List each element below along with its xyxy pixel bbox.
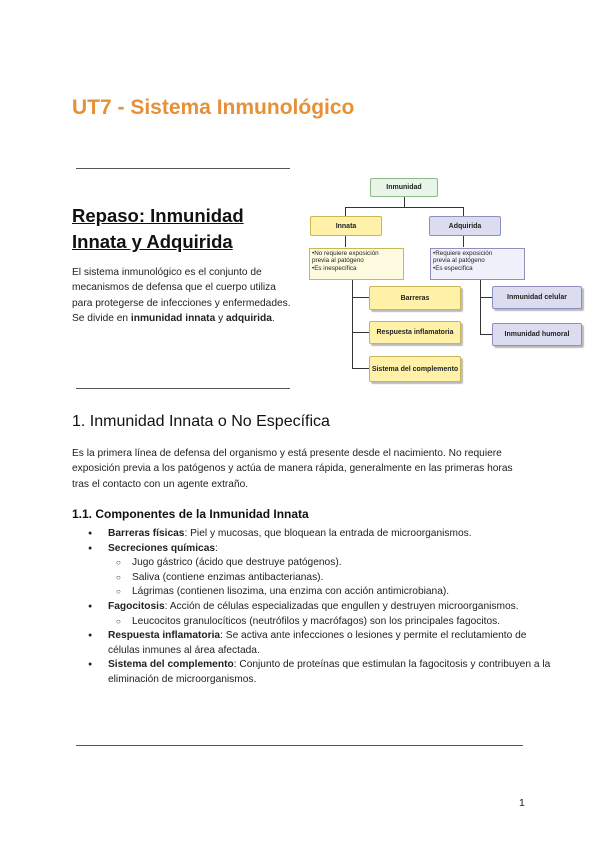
intro-end: . bbox=[271, 312, 275, 324]
intro-mid: y bbox=[215, 312, 227, 324]
sublist bbox=[108, 615, 558, 630]
adq-note-line1: •Requiere exposición bbox=[433, 250, 493, 257]
list-item bbox=[108, 527, 558, 542]
repaso-heading-line2: Innata y Adquirida bbox=[72, 231, 233, 252]
item-label: Respuesta inflamatoria bbox=[108, 630, 221, 642]
sublist-item: ○ Saliva (contiene enzimas antibacterianas). bbox=[132, 571, 558, 586]
diagram-root-inmunidad: Inmunidad bbox=[370, 178, 438, 197]
page-number: 1 bbox=[519, 797, 525, 809]
sublist-item: ○ Leucocitos granulocíticos (neutrófilos y macrófagos) son los principales fagocitos. bbox=[132, 615, 558, 630]
section1-heading: 1. Inmunidad Innata o No Específica bbox=[72, 413, 330, 430]
item-text: : bbox=[215, 542, 218, 554]
item-text: : Acción de células especializadas que engullen y destruyen microorganismos. bbox=[164, 600, 519, 612]
innata-note-line2: previa al patógeno bbox=[312, 257, 364, 265]
immunity-diagram bbox=[305, 176, 590, 386]
diagram-node-humoral: Inmunidad humoral bbox=[492, 323, 582, 346]
adq-note-line3: •Es específica bbox=[433, 264, 473, 272]
diagram-node-innata: Innata bbox=[310, 216, 382, 236]
repaso-intro bbox=[72, 265, 292, 326]
repaso-heading bbox=[72, 203, 244, 255]
section1-subheading: 1.1. Componentes de la Inmunidad Innata bbox=[72, 507, 309, 521]
components-list bbox=[72, 527, 558, 688]
diagram-node-adquirida: Adquirida bbox=[429, 216, 501, 236]
diagram-node-barreras: Barreras bbox=[369, 286, 461, 310]
diagram-node-celular: Inmunidad celular bbox=[492, 286, 582, 309]
item-text: : Piel y mucosas, que bloquean la entrada de microorganismos. bbox=[184, 528, 472, 539]
divider-bottom bbox=[76, 745, 523, 746]
diagram-node-respuesta: Respuesta inflamatoria bbox=[369, 321, 461, 344]
innata-note-line3: •Es inespecífica bbox=[312, 264, 357, 272]
list-item bbox=[108, 542, 558, 600]
item-label: Secreciones químicas bbox=[108, 542, 216, 554]
item-text: : Conjunto de proteínas que estimulan la fagocitosis y contribuyen a la eliminación de microorganismos. bbox=[108, 659, 551, 685]
item-text: : Se activa ante infecciones o lesiones y permite el reclutamiento de células inmunes al área afectada. bbox=[108, 630, 527, 656]
list-item bbox=[108, 658, 558, 687]
item-label: Barreras físicas bbox=[108, 528, 185, 539]
sublist bbox=[108, 556, 558, 600]
repaso-heading-line1: Repaso: Inmunidad bbox=[72, 205, 244, 226]
list-item bbox=[108, 600, 558, 629]
page-title: UT7 - Sistema Inmunológico bbox=[72, 96, 355, 119]
diagram-note-adquirida bbox=[430, 248, 525, 280]
intro-text: El sistema inmunológico es el conjunto de mecanismos de defensa que el cuerpo utiliza para protegerse de infecciones y enfermedades. Se divide en bbox=[72, 267, 291, 324]
item-label: Fagocitosis bbox=[108, 600, 165, 612]
divider-top bbox=[76, 168, 290, 169]
innata-note-line1: •No requiere exposición bbox=[312, 250, 379, 257]
diagram-node-complemento: Sistema del complemento bbox=[369, 356, 461, 382]
diagram-note-innata bbox=[309, 248, 404, 280]
adq-note-line2: previa al patógeno bbox=[433, 257, 485, 265]
list-item bbox=[108, 629, 558, 658]
section1-paragraph: Es la primera línea de defensa del organismo y está presente desde el nacimiento. No requiere exposición previa a los patógenos y actúa de manera rápida, generalmente en las primeras horas tras el contacto con un agente extraño. bbox=[72, 448, 513, 490]
intro-bold-adquirida: adquirida bbox=[226, 312, 272, 324]
divider-mid bbox=[76, 388, 290, 389]
sublist-item: ○ Lágrimas (contienen lisozima, una enzima con acción antimicrobiana). bbox=[132, 585, 558, 600]
sublist-item: ○ Jugo gástrico (ácido que destruye patógenos). bbox=[132, 556, 558, 571]
intro-bold-innata: inmunidad innata bbox=[130, 312, 216, 324]
item-label: Sistema del complemento bbox=[108, 659, 234, 671]
